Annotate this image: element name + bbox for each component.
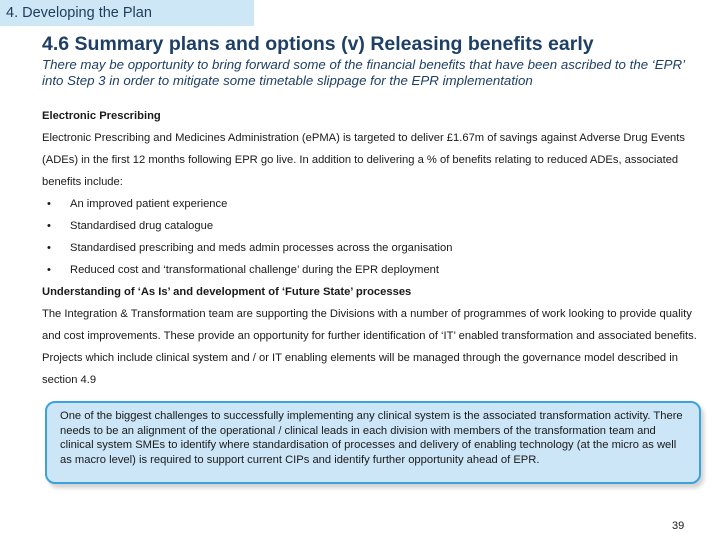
callout-box: One of the biggest challenges to successfully implementing any clinical system is the associated transformation activity. There needs to be an alignment of the operational / clinical leads in each division with members of the transformation team and clinical system SMEs to identify where standardisation of processes and delivery of enabling technology (at the micro as well as macro level) is required to support current CIPs and identify further opportunity ahead of EPR. (45, 401, 701, 484)
list-item-text: Standardised prescribing and meds admin processes across the organisation (70, 242, 453, 254)
list-item-text: Reduced cost and ‘transformational challenge’ during the EPR deployment (70, 264, 439, 276)
list-item-text: Standardised drug catalogue (70, 220, 214, 232)
list-item (42, 215, 702, 237)
list-item (42, 237, 702, 259)
main-content (42, 105, 702, 391)
processes-paragraph: The Integration & Transformation team are supporting the Divisions with a number of programmes of work looking to provide quality and cost improvements. These provide an opportunity for further identification of ‘IT’ enabled transformation and associated benefits. Projects which include clinical system and / or IT enabling elements will be managed through the governance model described in section 4.9 (42, 308, 697, 386)
page-title: 4.6 Summary plans and options (v) Releasing benefits early (42, 33, 594, 55)
section-heading-processes: Understanding of ‘As Is’ and development of ‘Future State’ processes (42, 286, 412, 298)
page-subtitle: There may be opportunity to bring forward some of the financial benefits that have been ascribed to the ‘EPR’ into Step 3 in order to mitigate some timetable slippage for the EPR implementation (42, 57, 685, 88)
list-item-text: An improved patient experience (70, 198, 228, 210)
bullet-icon: • (47, 198, 51, 210)
section-label: 4. Developing the Plan (0, 0, 254, 26)
bullet-icon: • (47, 242, 51, 254)
electronic-prescribing-paragraph: Electronic Prescribing and Medicines Administration (ePMA) is targeted to deliver £1.67m of savings against Adverse Drug Events (ADEs) in the first 12 months following EPR go live. In addition to delivering a % of benefits relating to reduced ADEs, associated benefits include: (42, 132, 685, 188)
benefits-list (42, 193, 702, 281)
bullet-icon: • (47, 264, 51, 276)
bullet-icon: • (47, 220, 51, 232)
section-heading-electronic-prescribing: Electronic Prescribing (42, 110, 161, 122)
page-number: 39 (672, 520, 685, 532)
list-item (42, 259, 702, 281)
list-item (42, 193, 702, 215)
